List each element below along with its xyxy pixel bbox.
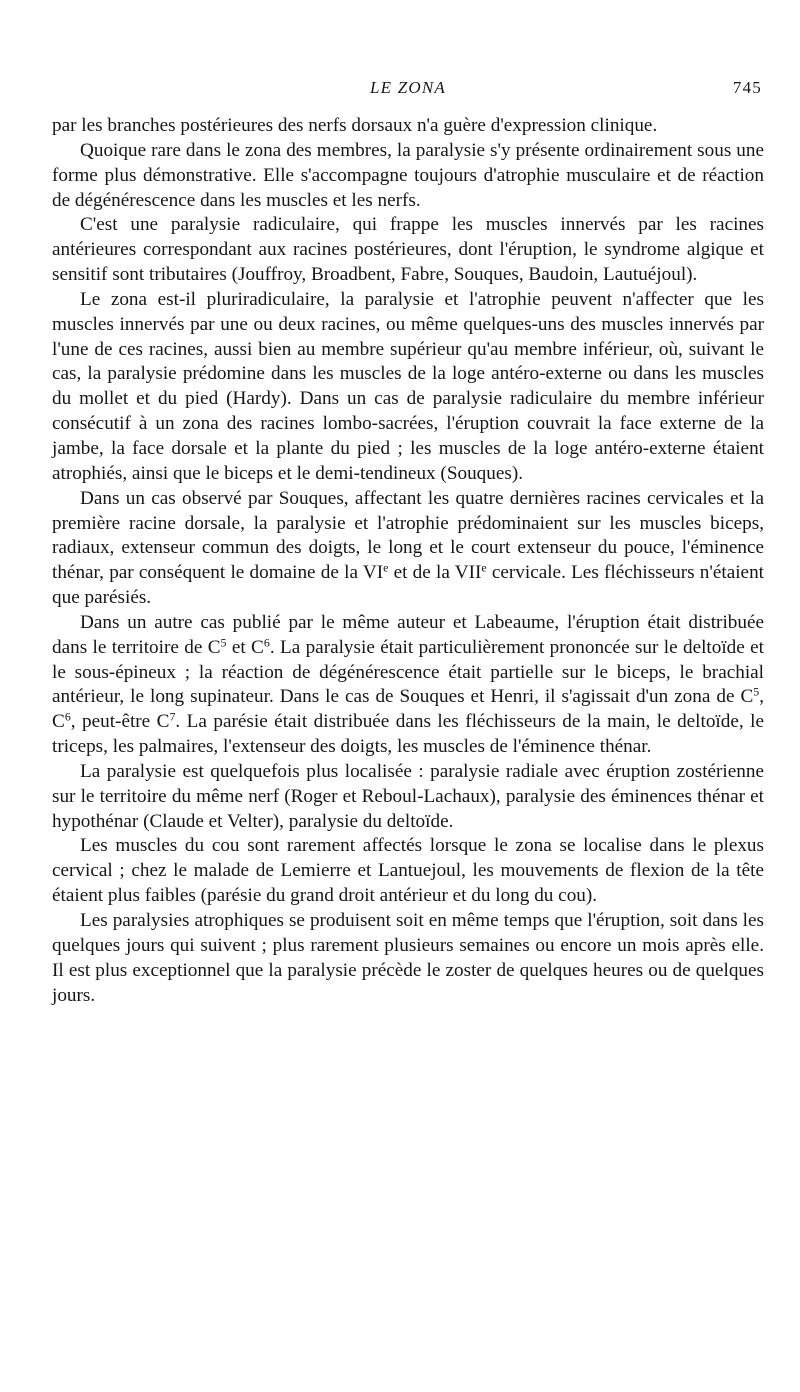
- paragraph-text: Le zona est-il pluriradiculaire, la paralysie et l'atrophie peuvent n'affecter que les muscles innervés par une ou deux racines, ou même quelques-uns des muscles innervés par l'une de ces racines, aussi bien au membre supérieur qu'au membre inférieur, où, suivant le cas, la paralysie prédomine dans les muscles de la loge antéro-externe ou dans les muscles du mollet et du pied (Hardy). Dans un cas de paralysie radiculaire du membre inférieur consécutif à un zona des racines lombo-sacrées, l'éruption couvrait la face externe de la jambe, la face dorsale et la plante du pied ; les muscles de la loge antéro-externe étaient atrophiés, ainsi que le biceps et le demi-tendineux (Souques).: [52, 288, 764, 484]
- superscript: 6: [64, 709, 71, 724]
- paragraph-2: [52, 139, 764, 214]
- running-head: [52, 78, 764, 114]
- paragraph-7: [52, 760, 764, 835]
- paragraph-text: Quoique rare dans le zona des membres, la paralysie s'y présente ordinairement sous une forme plus démonstrative. Elle s'accompagne toujours d'atrophie musculaire et de réaction de dégénérescence dans les muscles et les nerfs.: [52, 139, 764, 211]
- paragraph-text: Dans un cas observé par Souques, affectant les quatre dernières racines cervicales et la première racine dorsale, la paralysie et l'atrophie prédominaient sur les muscles biceps, radiaux, extenseur commun des doigts, le long et le court extenseur du pouce, l'éminence thénar, par conséquent le domaine de la VI: [52, 487, 764, 584]
- paragraph-text: Dans un autre cas publié par le même auteur et Labeaume, l'éruption était distribuée dans le territoire de C: [52, 611, 764, 658]
- paragraph-1: [52, 114, 764, 139]
- superscript: e: [481, 560, 487, 575]
- paragraph-text: . La parésie était distribuée dans les fléchisseurs de la main, le deltoïde, le triceps, les palmaires, l'extenseur des doigts, les muscles de l'éminence thénar.: [52, 711, 764, 758]
- running-title: LE ZONA: [370, 78, 446, 97]
- paragraph-text: Les muscles du cou sont rarement affectés lorsque le zona se localise dans le plexus cervical ; chez le malade de Lemierre et Lantuejoul, les mouvements de flexion de la tête étaient plus faibles (parésie du grand droit antérieur et du long du cou).: [52, 835, 764, 907]
- paragraph-text: , C: [52, 686, 764, 733]
- paragraph-4: [52, 288, 764, 487]
- paragraph-6: [52, 611, 764, 760]
- paragraph-text: , peut-être C: [70, 711, 170, 733]
- superscript: 5: [220, 635, 227, 650]
- page-number: 745: [732, 78, 762, 97]
- body-text: [52, 114, 764, 1008]
- paragraph-text: cervicale. Les fléchisseurs n'étaient que parésiés.: [52, 562, 764, 609]
- paragraph-9: [52, 909, 764, 1008]
- paragraph-3: [52, 213, 764, 288]
- paragraph-text: La paralysie est quelquefois plus localisée : paralysie radiale avec éruption zostérienne sur le territoire du même nerf (Roger et Reboul-Lachaux), paralysie des éminences thénar et hypothénar (Claude et Velter), paralysie du deltoïde.: [52, 760, 764, 832]
- paragraph-text: par les branches postérieures des nerfs dorsaux n'a guère d'expression clinique.: [52, 115, 658, 136]
- paragraph-text: C'est une paralysie radiculaire, qui frappe les muscles innervés par les racines antérieures correspondant aux racines postérieures, dont l'éruption, le syndrome algique et sensitif sont tributaires (Jouffroy, Broadbent, Fabre, Souques, Baudoin, Lautuéjoul).: [52, 214, 764, 286]
- paragraph-text: et C: [226, 636, 264, 658]
- superscript: 6: [263, 635, 270, 650]
- paragraph-text: . La paralysie était particulièrement prononcée sur le deltoïde et le sous-épineux ; la réaction de dégénérescence était partielle sur le biceps, le brachial antérieur, le long supinateur. Dans le cas de Souques et Henri, il s'agissait d'un zona de C: [52, 636, 764, 708]
- superscript: 5: [753, 684, 760, 699]
- superscript: 7: [169, 709, 176, 724]
- paragraph-8: [52, 834, 764, 909]
- paragraph-5: [52, 487, 764, 611]
- book-page: [52, 78, 764, 1008]
- paragraph-text: Les paralysies atrophiques se produisent soit en même temps que l'éruption, soit dans les quelques jours qui suivent ; plus rarement plusieurs semaines ou encore un mois après elle. Il est plus exceptionnel que la paralysie précède le zoster de quelques heures ou de quelques jours.: [52, 910, 764, 1006]
- superscript: e: [383, 560, 389, 575]
- paragraph-text: et de la VII: [388, 562, 482, 584]
